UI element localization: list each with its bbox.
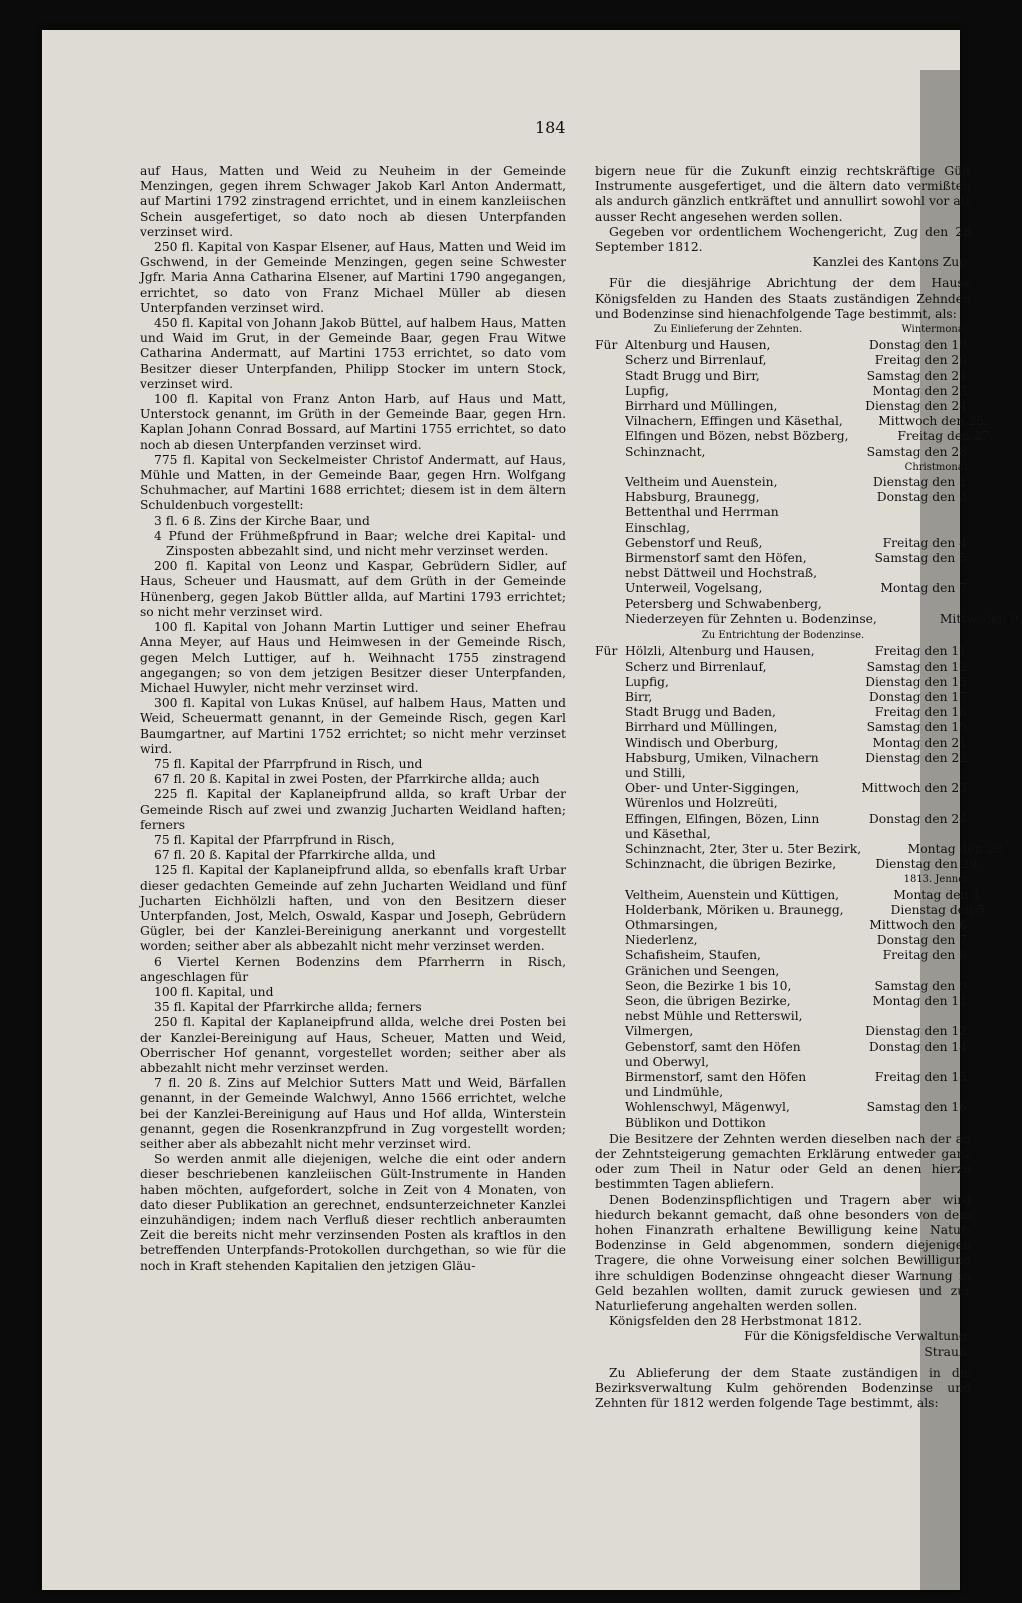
schedule-place: Hölzli, Altenburg und Hausen, (625, 644, 815, 659)
schedule-place: Stadt Brugg und Birr, (625, 368, 760, 383)
schedule-row (595, 887, 985, 903)
schedule-row (595, 353, 971, 368)
schedule-date: Samstag den 16. (866, 1100, 971, 1115)
schedule-place: Birmenstorf samt den Höfen, nebst Dättweil und Hochstraß, (625, 551, 818, 581)
paragraph: Königsfelden den 28 Herbstmonat 1812. (609, 1314, 862, 1329)
paragraph: Für die diesjährige Abrichtung der dem Hause Königsfelden zu Handen des Staats zuständigen Zehnden und Bodenzinse sind hienachfolgende Tage bestimmt, als: (595, 276, 971, 321)
paragraph: 250 fl. Kapital der Kaplaneipfrund allda, welche drei Posten bei der Kanzlei-Bereinigung auf Haus, Scheuer, Matten und Weid, Oberrischer Hof genannt, vorgestellet worden; seither aber als abbezahlt nicht mehr verzinset werden. (140, 1015, 566, 1075)
paragraph: 75 fl. Kapital der Pfarrpfrund in Risch, und (154, 756, 423, 771)
schedule-row (595, 1024, 971, 1039)
schedule-row (595, 1100, 971, 1130)
right-top-text (595, 164, 971, 322)
schedule-place: Vilnachern, Effingen und Käsethal, (625, 414, 843, 429)
paragraph: 67 fl. 20 ß. Kapital in zwei Posten, der Pfarrkirche allda; auch (154, 772, 540, 787)
schedule-row (595, 1040, 971, 1070)
paragraph: 775 fl. Kapital von Seckelmeister Christof Andermatt, auf Haus, Mühle und Matten, in der Gemeinde Baar, gegen Hrn. Wolfgang Schuhmacher, auf Martini 1688 errichtet; diesem ist in dem ältern Schuldenbuch vorgestellt: (140, 452, 566, 513)
schedule-place: Schinznacht, (625, 444, 706, 459)
schedule-date: Samstag den 19. (866, 720, 971, 735)
schedule-place: Birrhard und Müllingen, (625, 399, 778, 414)
schedule-date: Mittwoch den 25. (878, 414, 988, 429)
paragraph: Die Besitzere der Zehnten werden dieselben nach der an der Zehntsteigerung gemachten Erklärung entweder ganz oder zum Theil in Natur oder Geld an denen hierzu bestimmten Tagen abliefern. (595, 1131, 971, 1192)
schedule-date: Mittwoch den 6. (869, 917, 971, 932)
paragraph: auf Haus, Matten und Weid zu Neuheim in der Gemeinde Menzingen, gegen ihrem Schwager Jakob Karl Anton Andermatt, auf Martini 1792 zinstragend errichtet, und in einem kanzleiischen Schein ausgefertiget, so dato noch ab diesen Unterpfanden verzinset wird. (140, 164, 566, 239)
schedule-row (595, 660, 971, 675)
paragraph: Für die Königsfeldische Verwaltung: (744, 1329, 971, 1344)
schedule-date: Freitag den 8. (882, 948, 971, 963)
schedule-row (595, 536, 971, 551)
schedule-place: Schinznacht, 2ter, 3ter u. 5ter Bezirk, (625, 841, 862, 856)
schedule-row (595, 399, 971, 414)
schedule-date: Freitag den 11. (874, 644, 971, 659)
schedule-place: Effingen, Elfingen, Bözen, Linn und Käsethal, (625, 811, 820, 841)
paragraph: Gegeben vor ordentlichem Wochengericht, Zug den 28 September 1812. (595, 224, 971, 255)
schedule-place: Birr, (625, 689, 653, 704)
paragraph: 100 fl. Kapital von Johann Martin Luttiger und seiner Ehefrau Anna Meyer, auf Haus und Heimwesen in der Gemeinde Risch, gegen Melch Luttiger, auf h. Weihnacht 1755 zinstragend angegangen; so von dem jetzigen Besitzer dieser Unterpfanden, Michael Huwyler, nicht mehr verzinset wird. (140, 620, 566, 695)
schedule-row (595, 369, 971, 384)
schedule-date: Montag den 23. (872, 383, 971, 398)
schedule-row (595, 918, 971, 933)
schedule-place: Unterweil, Vogelsang, Petersberg und Schwabenberg, (625, 581, 822, 611)
schedule-row (595, 475, 971, 490)
schedule-date: Samstag den 21. (866, 368, 971, 383)
schedule-row (595, 948, 971, 978)
schedule-place: Wohlenschwyl, Mägenwyl, Büblikon und Dottikon (625, 1100, 790, 1130)
schedule-date: Donstag den 7. (876, 933, 971, 948)
schedule-date: Montag den 7. (880, 581, 971, 596)
section-heading-zehnten (595, 322, 971, 337)
schedule-row (595, 812, 971, 842)
schedule-row (595, 781, 971, 811)
schedule-row (595, 902, 989, 918)
schedule-row (595, 736, 971, 751)
schedule-place: Seon, die übrigen Bezirke, nebst Mühle und Retterswil, (625, 993, 803, 1024)
schedule-row (595, 384, 971, 399)
left-column (140, 164, 566, 1274)
paragraph: 6 Viertel Kernen Bodenzins dem Pfarrherrn in Risch, angeschlagen für (140, 954, 566, 984)
schedule-bodenzinse (595, 644, 1007, 1131)
paragraph: So werden anmit alle diejenigen, welche die eint oder andern dieser beschriebenen kanzleiischen Gült-Instrumente in Handen haben möchten, aufgefordert, solche in Zeit von 4 Monaten, von dato dieser Publikation an gerechnet, endsunterzeichneter Kanzlei einzuhändigen; indem nach Verfluß dieser rechtlich anberaumten Zeit die bereits nicht mehr verzinsenden Posten als kraftlos in den betreffenden Unterpfands-Protokollen durchgethan, so wie für die noch in Kraft stehenden Kapitalien den jetzigen Gläu- (140, 1152, 566, 1273)
schedule-place: Altenburg und Hausen, (625, 338, 771, 353)
schedule-date: Samstag den 12. (866, 659, 971, 674)
schedule-pre: Für (595, 338, 618, 353)
schedule-place: Vilmergen, (625, 1024, 694, 1039)
page-number: 184 (535, 118, 566, 137)
schedule-place: Birrhard und Müllingen, (625, 720, 778, 735)
paragraph: Denen Bodenzinspflichtigen und Tragern aber wird hiedurch bekannt gemacht, daß ohne besonders von dem hohen Finanzrath erhaltene Bewilligung keine Natur-Bodenzinse in Geld abgenommen, sondern diejenigen Tragere, die ohne Vorweisung einer solchen Bewilligung ihre schuldigen Bodenzinse ohngeacht dieser Warnung in Geld bezahlen wollten, damit zuruck gewiesen und zur Naturlieferung angehalten werden sollen. (595, 1192, 971, 1314)
schedule-row (595, 705, 971, 720)
paragraph: 450 fl. Kapital von Johann Jakob Büttel, auf halbem Haus, Matten und Waid im Grut, in der Gemeinde Baar, gegen Frau Witwe Catharina Andermatt, auf Martini 1753 errichtet, so dato vom Besitzer dieser Unterpfanden, Philipp Stocker im untern Stock, verzinset wird. (140, 316, 566, 391)
schedule-place: Lupfig, (625, 674, 669, 689)
schedule-date: Mittwoch den 23. (861, 781, 971, 796)
schedule-row (595, 675, 971, 690)
right-column (595, 164, 1022, 1411)
paragraph: 100 fl. Kapital von Franz Anton Harb, auf Haus und Matt, Unterstock genannt, im Grüth in der Gemeinde Baar, gegen Hrn. Kaplan Johann Conrad Bossard, auf Martini 1755 errichtet, so dato noch ab diesen Unterpfanden verzinset wird. (140, 392, 566, 452)
schedule-row (595, 933, 971, 948)
schedule-place: Niederlenz, (625, 933, 698, 948)
month-label: Wintermonat. (901, 324, 971, 336)
paragraph: 3 fl. 6 ß. Zins der Kirche Baar, und (154, 513, 370, 528)
schedule-date: Freitag den 20. (874, 353, 971, 368)
schedule-date: Montag den 4. (893, 887, 985, 902)
paragraph: 225 fl. Kapital der Kaplaneipfrund allda, so kraft Urbar der Gemeinde Risch auf zwei und zwanzig Jucharten Weidland haften; ferners (140, 787, 566, 832)
schedule-row (595, 751, 971, 781)
schedule-date: Samstag den 9. (874, 978, 971, 993)
schedule-date: Samstag den 5. (874, 551, 971, 566)
schedule-place: Veltheim, Auenstein und Küttigen, (625, 887, 840, 902)
paragraph: 75 fl. Kapital der Pfarrpfrund in Risch, (154, 832, 395, 847)
schedule-date: Donstag den 17. (868, 689, 971, 704)
schedule-place: Lupfig, (625, 383, 669, 398)
schedule-place: Gebenstorf, samt den Höfen und Oberwyl, (625, 1039, 801, 1069)
paragraph: Kanzlei des Kantons Zug. (812, 255, 971, 270)
schedule-place: Habsburg, Braunegg, Bettenthal und Herrman Einschlag, (625, 490, 779, 535)
paragraph: 300 fl. Kapital von Lukas Knüsel, auf halbem Haus, Matten und Weid, Scheuermatt genannt, in der Gemeinde Risch, gegen Karl Baumgartner, auf Martini 1752 errichtet; so nicht mehr verzinset wird. (140, 696, 566, 756)
section-heading-bodenzinse (595, 628, 971, 643)
schedule-place: Stadt Brugg und Baden, (625, 705, 776, 720)
schedule-place: Elfingen und Bözen, nebst Bözberg, (625, 429, 849, 444)
schedule-date: Dienstag den 22. (865, 750, 971, 765)
schedule-date: Freitag den 18. (874, 705, 971, 720)
schedule-date: Donstag den 3. (876, 490, 971, 505)
schedule-row (595, 551, 971, 581)
schedule-date: Donstag den 24. (868, 811, 971, 826)
schedule-place: Birmenstorf, samt den Höfen und Lindmühle, (625, 1069, 807, 1100)
schedule-zehnten (595, 338, 1022, 627)
schedule-date: Donstag den 19. (868, 338, 971, 353)
schedule-place: Othmarsingen, (625, 917, 718, 932)
section-heading-label: Zu Einlieferung der Zehnten. (653, 324, 803, 336)
schedule-row (595, 611, 1022, 627)
schedule-place: Schafisheim, Staufen, Gränichen und Seengen, (625, 948, 780, 978)
schedule-row (595, 445, 971, 460)
schedule-date: Freitag den 15. (874, 1069, 971, 1084)
schedule-date: Freitag den 27. (897, 429, 994, 444)
schedule-place: Scherz und Birrenlauf, (625, 353, 767, 368)
schedule-date: Montag den 21. (872, 735, 971, 750)
schedule-row (595, 720, 971, 735)
schedule-row (595, 1070, 971, 1100)
schedule-place: Gebenstorf und Reuß, (625, 535, 763, 550)
schedule-date: Montag den 11. (872, 993, 971, 1008)
schedule-place: Seon, die Bezirke 1 bis 10, (625, 978, 792, 993)
schedule-date: Mittw. den 9. (939, 611, 1022, 626)
schedule-date: Freitag den 4. (882, 535, 971, 550)
schedule-row (595, 841, 1007, 857)
paragraph: Strauß. (924, 1344, 971, 1359)
schedule-row (595, 338, 971, 353)
schedule-date: Dienstag den 15. (865, 674, 971, 689)
paragraph: 125 fl. Kapital der Kaplaneipfrund allda, so ebenfalls kraft Urbar dieser gedachten Gemeinde auf zehn Jucharten Weidland und fünf Jucharten Eichhölzli haften, und von den Besitzern dieser Unterpfanden, Jost, Melch, Oswald, Kaspar und Joseph, Gebrüdern Gügler, bei der Kanzlei-Bereinigung anerkannt und vorgestellt worden; seither aber als abbezahlt nicht mehr verzinset werden. (140, 863, 566, 954)
schedule-row (595, 690, 971, 705)
month-label: 1813. Jenner. (903, 874, 971, 886)
schedule-place: Ober- und Unter-Siggingen, Würenlos und Holzreüti, (625, 781, 800, 811)
newspaper-page (42, 30, 1022, 1590)
schedule-row (595, 490, 971, 536)
schedule-place: Scherz und Birrenlauf, (625, 659, 767, 674)
schedule-date: Dienstag den 12. (865, 1024, 971, 1039)
paragraph: 200 fl. Kapital von Leonz und Kaspar, Gebrüdern Sidler, auf Haus, Scheuer und Hausmatt, auf dem Grüth in der Gemeinde Hünenberg, gegen Jakob Büttler allda, auf Martini 1793 errichtet; so nicht mehr verzinset wird. (140, 559, 566, 619)
schedule-row (595, 429, 994, 444)
schedule-place: Windisch und Oberburg, (625, 735, 779, 750)
section-heading-label: Zu Entrichtung der Bodenzinse. (701, 630, 865, 642)
month-label: Christmonat. (904, 461, 971, 473)
paragraph: bigern neue für die Zukunft einzig rechtskräftige Gült Instrumente ausgefertiget, und die ältern dato vermißten als andurch gänzlich entkräftet und annullirt sowohl vor als ausser Recht angesehen werden sollen. (595, 164, 971, 224)
schedule-row (595, 857, 982, 872)
paragraph: 250 fl. Kapital von Kaspar Elsener, auf Haus, Matten und Weid im Gschwend, in der Gemeinde Menzingen, gegen seine Schwester Jgfr. Maria Anna Catharina Elsener, auf Martini 1790 angegangen, errichtet, so dato von Franz Michael Müller ab diesen Unterpfanden verzinset wird. (140, 240, 566, 315)
schedule-date: Dienstag den 24. (865, 399, 971, 414)
schedule-row (595, 581, 971, 611)
schedule-place: Holderbank, Möriken u. Braunegg, (625, 902, 844, 917)
schedule-date: Dienstag den 5. (890, 902, 989, 917)
schedule-date: Donstag den 14. (868, 1039, 971, 1054)
paragraph: Zu Ablieferung der dem Staate zuständigen in die Bezirksverwaltung Kulm gehörenden Bodenzinse und Zehnten für 1812 werden folgende Tage bestimmt, als: (595, 1365, 971, 1411)
schedule-place: Schinznacht, die übrigen Bezirke, (625, 857, 837, 872)
schedule-date: Samstag den 28. (866, 444, 971, 459)
paragraph: 7 fl. 20 ß. Zins auf Melchior Sutters Matt und Weid, Bärfallen genannt, in der Gemeinde Walchwyl, Anno 1566 errichtet, welche bei der Kanzlei-Bereinigung auf Haus und Hof allda, Winterstein genannt, gegen die Rosenkranzpfrund in Zug vorgestellt worden; seither aber als abbezahlt nicht mehr verzinset wird. (140, 1076, 566, 1151)
schedule-row (595, 994, 971, 1024)
schedule-place: Niederzeyen für Zehnten u. Bodenzinse, (625, 611, 877, 626)
paragraph: 35 fl. Kapital der Pfarrkirche allda; ferners (154, 1000, 422, 1015)
schedule-row (595, 644, 971, 659)
schedule-date: Dienstag den 1. (872, 475, 971, 490)
schedule-place: Veltheim und Auenstein, (625, 475, 778, 490)
schedule-date: Dienstag den 29. (875, 857, 982, 872)
schedule-row (595, 979, 971, 994)
schedule-date: Montag den 28. (907, 841, 1007, 856)
paragraph: 67 fl. 20 ß. Kapital der Pfarrkirche allda, und (154, 848, 436, 863)
paragraph: 4 Pfund der Frühmeßpfrund in Baar; welche drei Kapital- und Zinsposten abbezahlt sind, und nicht mehr verzinset werden. (154, 528, 566, 559)
schedule-row (595, 414, 988, 429)
right-bottom-text (595, 1132, 971, 1412)
schedule-pre: Für (595, 644, 618, 659)
paragraph: 100 fl. Kapital, und (154, 984, 274, 999)
schedule-place: Habsburg, Umiken, Vilnachern und Stilli, (625, 750, 819, 780)
